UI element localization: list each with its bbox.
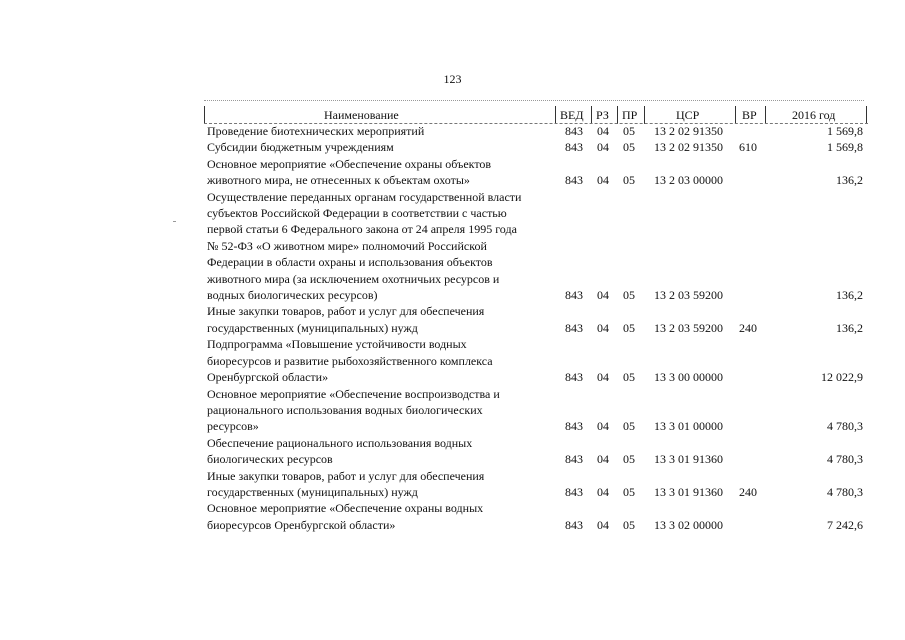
row-name bbox=[207, 336, 552, 385]
row-name-line: Основное мероприятие «Обеспечение воспроизводства и bbox=[207, 386, 500, 401]
table-row bbox=[0, 156, 905, 189]
cell-vr: 610 bbox=[739, 140, 757, 155]
row-name-line: рационального использования водных биологических bbox=[207, 402, 483, 417]
cell-csr: 13 3 01 91360 bbox=[654, 452, 723, 467]
row-name-line: № 52-ФЗ «О животном мире» полномочий Российской bbox=[207, 238, 487, 253]
row-name-line: животного мира (за исключением охотничьих ресурсов и bbox=[207, 271, 500, 286]
cell-amount: 136,2 bbox=[836, 173, 863, 188]
table-row bbox=[0, 189, 905, 304]
cell-rz: 04 bbox=[597, 320, 609, 335]
row-name-line: первой статьи 6 Федерального закона от 24 апреля 1995 года bbox=[207, 222, 517, 237]
table-body bbox=[0, 123, 905, 533]
cell-amount: 7 242,6 bbox=[827, 517, 863, 532]
cell-amount: 4 780,3 bbox=[827, 419, 863, 434]
header-pr: ПР bbox=[622, 108, 638, 122]
cell-csr: 13 3 02 00000 bbox=[654, 517, 723, 532]
cell-ved: 843 bbox=[565, 517, 583, 532]
table-row bbox=[0, 336, 905, 385]
table-row bbox=[0, 139, 905, 155]
row-name-line: Обеспечение рационального использования водных bbox=[207, 435, 473, 450]
cell-csr: 13 3 01 91360 bbox=[654, 484, 723, 499]
table-row bbox=[0, 303, 905, 336]
cell-csr: 13 2 03 00000 bbox=[654, 173, 723, 188]
table-row bbox=[0, 500, 905, 533]
header-ved: ВЕД bbox=[560, 108, 584, 122]
header-vr: ВР bbox=[742, 108, 757, 122]
cell-ved: 843 bbox=[565, 320, 583, 335]
cell-amount: 4 780,3 bbox=[827, 452, 863, 467]
header-csr: ЦСР bbox=[676, 108, 700, 122]
cell-csr: 13 2 02 91350 bbox=[654, 124, 723, 138]
header-divider bbox=[866, 106, 867, 124]
header-divider bbox=[204, 106, 205, 124]
header-top-rule bbox=[204, 100, 864, 101]
cell-pr: 05 bbox=[623, 288, 635, 303]
cell-ved: 843 bbox=[565, 173, 583, 188]
table-row bbox=[0, 386, 905, 435]
header-divider bbox=[644, 106, 645, 124]
cell-pr: 05 bbox=[623, 173, 635, 188]
row-name-line: Осуществление переданных органам государственной власти bbox=[207, 189, 522, 204]
row-name bbox=[207, 435, 552, 468]
row-name bbox=[207, 189, 552, 304]
cell-ved: 843 bbox=[565, 452, 583, 467]
row-name-line: государственных (муниципальных) нужд bbox=[207, 320, 418, 335]
cell-rz: 04 bbox=[597, 288, 609, 303]
cell-ved: 843 bbox=[565, 140, 583, 155]
cell-amount: 4 780,3 bbox=[827, 484, 863, 499]
cell-vr: 240 bbox=[739, 320, 757, 335]
cell-amount: 136,2 bbox=[836, 320, 863, 335]
cell-vr: 240 bbox=[739, 484, 757, 499]
cell-ved: 843 bbox=[565, 124, 583, 138]
cell-ved: 843 bbox=[565, 288, 583, 303]
cell-rz: 04 bbox=[597, 484, 609, 499]
cell-amount: 1 569,8 bbox=[827, 140, 863, 155]
row-name-line: животного мира, не отнесенных к объектам охоты» bbox=[207, 173, 470, 188]
header-name: Наименование bbox=[324, 108, 399, 122]
cell-rz: 04 bbox=[597, 452, 609, 467]
table-row bbox=[0, 123, 905, 139]
row-name bbox=[207, 303, 552, 336]
row-name bbox=[207, 123, 552, 139]
row-name-line: Федерации в области охраны и использования объектов bbox=[207, 255, 493, 270]
cell-ved: 843 bbox=[565, 484, 583, 499]
row-name-line: Оренбургской области» bbox=[207, 370, 329, 385]
row-name-line: Основное мероприятие «Обеспечение охраны водных bbox=[207, 501, 484, 516]
row-name-line: Иные закупки товаров, работ и услуг для обеспечения bbox=[207, 304, 485, 319]
row-name bbox=[207, 468, 552, 501]
row-name-line: Иные закупки товаров, работ и услуг для обеспечения bbox=[207, 468, 485, 483]
table-row bbox=[0, 435, 905, 468]
header-divider bbox=[617, 106, 618, 124]
cell-pr: 05 bbox=[623, 320, 635, 335]
cell-rz: 04 bbox=[597, 419, 609, 434]
header-divider bbox=[735, 106, 736, 124]
cell-rz: 04 bbox=[597, 124, 609, 138]
table-header bbox=[204, 108, 868, 124]
cell-amount: 12 022,9 bbox=[821, 370, 863, 385]
cell-pr: 05 bbox=[623, 419, 635, 434]
row-name-line: Подпрограмма «Повышение устойчивости водных bbox=[207, 337, 467, 352]
cell-rz: 04 bbox=[597, 140, 609, 155]
row-name-line: государственных (муниципальных) нужд bbox=[207, 484, 418, 499]
cell-pr: 05 bbox=[623, 140, 635, 155]
cell-csr: 13 2 03 59200 bbox=[654, 288, 723, 303]
cell-ved: 843 bbox=[565, 419, 583, 434]
cell-csr: 13 3 00 00000 bbox=[654, 370, 723, 385]
header-divider bbox=[591, 106, 592, 124]
table-row bbox=[0, 468, 905, 501]
row-name-line: ресурсов» bbox=[207, 419, 259, 434]
row-name bbox=[207, 139, 552, 155]
header-year: 2016 год bbox=[792, 108, 836, 122]
cell-rz: 04 bbox=[597, 370, 609, 385]
row-name bbox=[207, 386, 552, 435]
cell-ved: 843 bbox=[565, 370, 583, 385]
row-name-line: биологических ресурсов bbox=[207, 452, 333, 467]
cell-pr: 05 bbox=[623, 517, 635, 532]
cell-rz: 04 bbox=[597, 173, 609, 188]
header-rz: РЗ bbox=[596, 108, 609, 122]
row-name bbox=[207, 156, 552, 189]
row-name bbox=[207, 500, 552, 533]
header-divider bbox=[555, 106, 556, 124]
page-number: 123 bbox=[443, 72, 462, 86]
cell-pr: 05 bbox=[623, 452, 635, 467]
header-divider bbox=[765, 106, 766, 124]
row-name-line: Субсидии бюджетным учреждениям bbox=[207, 140, 394, 155]
cell-amount: 136,2 bbox=[836, 288, 863, 303]
cell-csr: 13 3 01 00000 bbox=[654, 419, 723, 434]
cell-pr: 05 bbox=[623, 370, 635, 385]
cell-pr: 05 bbox=[623, 124, 635, 138]
row-name-line: биоресурсов и развитие рыбохозяйственного комплекса bbox=[207, 353, 493, 368]
row-name-line: Проведение биотехнических мероприятий bbox=[207, 124, 425, 138]
cell-amount: 1 569,8 bbox=[827, 124, 863, 138]
row-name-line: биоресурсов Оренбургской области» bbox=[207, 517, 396, 532]
row-name-line: Основное мероприятие «Обеспечение охраны объектов bbox=[207, 156, 492, 171]
cell-csr: 13 2 02 91350 bbox=[654, 140, 723, 155]
cell-csr: 13 2 03 59200 bbox=[654, 320, 723, 335]
row-name-line: водных биологических ресурсов) bbox=[207, 288, 378, 303]
cell-rz: 04 bbox=[597, 517, 609, 532]
row-name-line: субъектов Российской Федерации в соответствии с частью bbox=[207, 206, 507, 221]
cell-pr: 05 bbox=[623, 484, 635, 499]
